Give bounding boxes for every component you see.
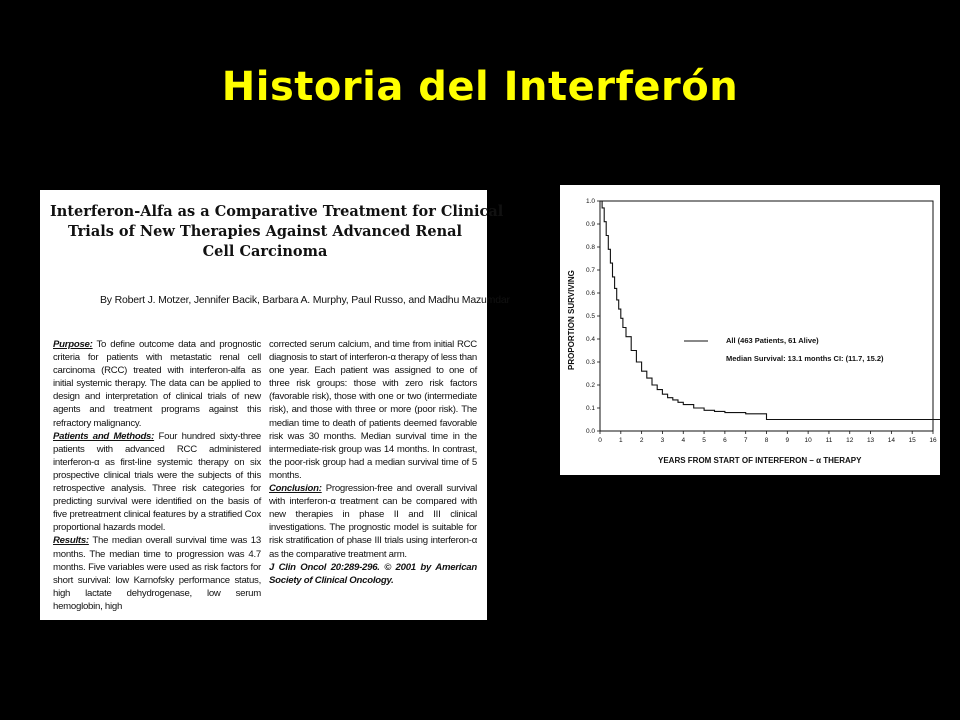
survival-plot	[560, 185, 940, 475]
y-axis-label: PROPORTION SURVIVING	[567, 270, 576, 370]
x-tick-label: 9	[785, 437, 790, 444]
x-tick-label: 7	[743, 437, 748, 444]
paper-abstract	[40, 190, 510, 620]
legend-median-survival: Median Survival: 13.1 months CI: (11.7, 15.2)	[726, 354, 884, 363]
y-tick-label: 0.5	[585, 313, 595, 321]
x-tick-label: 0	[598, 437, 602, 444]
y-tick-label: 0.0	[585, 428, 595, 436]
results-continued-text: corrected serum calcium, and time from initial RCC diagnosis to start of interferon-α therapy of less than one year. Each patient was assigned to one of three risk groups: those with zero risk factors (favorable risk), those with one or two (intermediate risk), and those with three or more (poor risk). The median time to death of patients deemed favorable risk was 30 months. Median survival time in the intermediate-risk group was 14 months. In contrast, the poor-risk group had a median survival time of 5 months.	[269, 339, 477, 481]
y-tick-label: 0.1	[585, 405, 595, 413]
paper-title-line-1: Interferon-Alfa as a Comparative Treatment for Clinical	[50, 203, 504, 220]
x-tick-label: 16	[929, 437, 937, 444]
conclusion-paragraph	[269, 482, 477, 561]
x-tick-label: 3	[660, 437, 665, 444]
results-heading: Results:	[53, 535, 89, 547]
y-tick-label: 0.4	[585, 336, 595, 344]
results-text: The median overall survival time was 13 months. The median time to progression was 4.7 months. Five variables were used as risk factors for short survival: low Karnofsky performance status, high lactate dehydrogenase, low serum hemoglobin, high	[53, 535, 261, 612]
survival-curve-all	[600, 201, 940, 420]
slide-title: Historia del Interferón	[221, 64, 739, 110]
abstract-right-column	[269, 338, 477, 587]
purpose-paragraph	[53, 338, 261, 430]
x-tick-label: 14	[887, 437, 895, 444]
plot-frame	[600, 201, 933, 431]
abstract-left-column	[53, 338, 261, 613]
x-axis-label: YEARS FROM START OF INTERFERON – α THERAPY	[658, 456, 862, 465]
purpose-heading: Purpose:	[53, 339, 93, 350]
paper-title-line-3: Cell Carcinoma	[202, 243, 328, 260]
citation-paragraph	[269, 561, 477, 587]
methods-text: Four hundred sixty-three patients with advanced RCC administered interferon-α as first-line systemic therapy on six prospective clinical trials were the subjects of this retrospective analysis. Three risk categories for predicting survival were identified on the basis of five pretreatment clinical features by a stratified Cox proportional hazards model.	[53, 430, 262, 534]
legend-series-label: All (463 Patients, 61 Alive)	[726, 336, 819, 345]
y-tick-label: 0.3	[585, 359, 595, 367]
x-tick-label: 15	[908, 437, 916, 444]
x-tick-label: 6	[723, 437, 727, 444]
paper-authors: By Robert J. Motzer, Jennifer Bacik, Barbara A. Murphy, Paul Russo, and Madhu Mazumdar	[100, 294, 510, 306]
x-tick-label: 1	[619, 437, 623, 444]
conclusion-text: Progression-free and overall survival with interferon-α treatment can be compared with new therapies in phase II and III clinical investigations. The prognostic model is suitable for risk stratification of phase III trials using interferon-α as the comparative treatment arm.	[269, 483, 477, 560]
conclusion-heading: Conclusion:	[269, 483, 322, 495]
x-tick-label: 13	[866, 437, 875, 444]
methods-paragraph	[53, 430, 261, 535]
survival-chart-svg	[560, 185, 940, 475]
x-tick-label: 8	[764, 437, 769, 444]
journal-citation: J Clin Oncol 20:289-296. © 2001 by American Society of Clinical Oncology.	[269, 561, 477, 586]
results-continued-paragraph	[269, 338, 477, 482]
x-tick-label: 5	[702, 437, 706, 444]
results-paragraph	[53, 534, 261, 613]
purpose-text: To define outcome data and prognostic criteria for patients with metastatic renal cell carcinoma (RCC) treated with interferon-alfa as initial systemic therapy. The data can be applied to design and interpretation of clinical trials of new agents and treatment programs against this refractory malignancy.	[53, 339, 261, 429]
x-tick-label: 12	[846, 437, 854, 444]
methods-heading: Patients and Methods:	[53, 430, 155, 442]
x-tick-label: 2	[639, 437, 644, 444]
x-tick-label: 4	[681, 437, 686, 444]
x-tick-label: 10	[804, 437, 812, 444]
x-tick-label: 11	[825, 437, 833, 444]
paper-title-line-2: Trials of New Therapies Against Advanced Renal	[67, 223, 463, 240]
y-tick-label: 0.2	[585, 382, 595, 390]
x-axis-ticks	[598, 431, 937, 444]
y-tick-label: 0.8	[585, 244, 595, 252]
paper-title	[50, 202, 504, 262]
y-axis-ticks	[586, 198, 600, 435]
y-tick-label: 0.9	[585, 221, 595, 229]
y-tick-label: 1.0	[585, 198, 595, 206]
y-tick-label: 0.6	[585, 290, 595, 298]
y-tick-label: 0.7	[585, 267, 595, 275]
